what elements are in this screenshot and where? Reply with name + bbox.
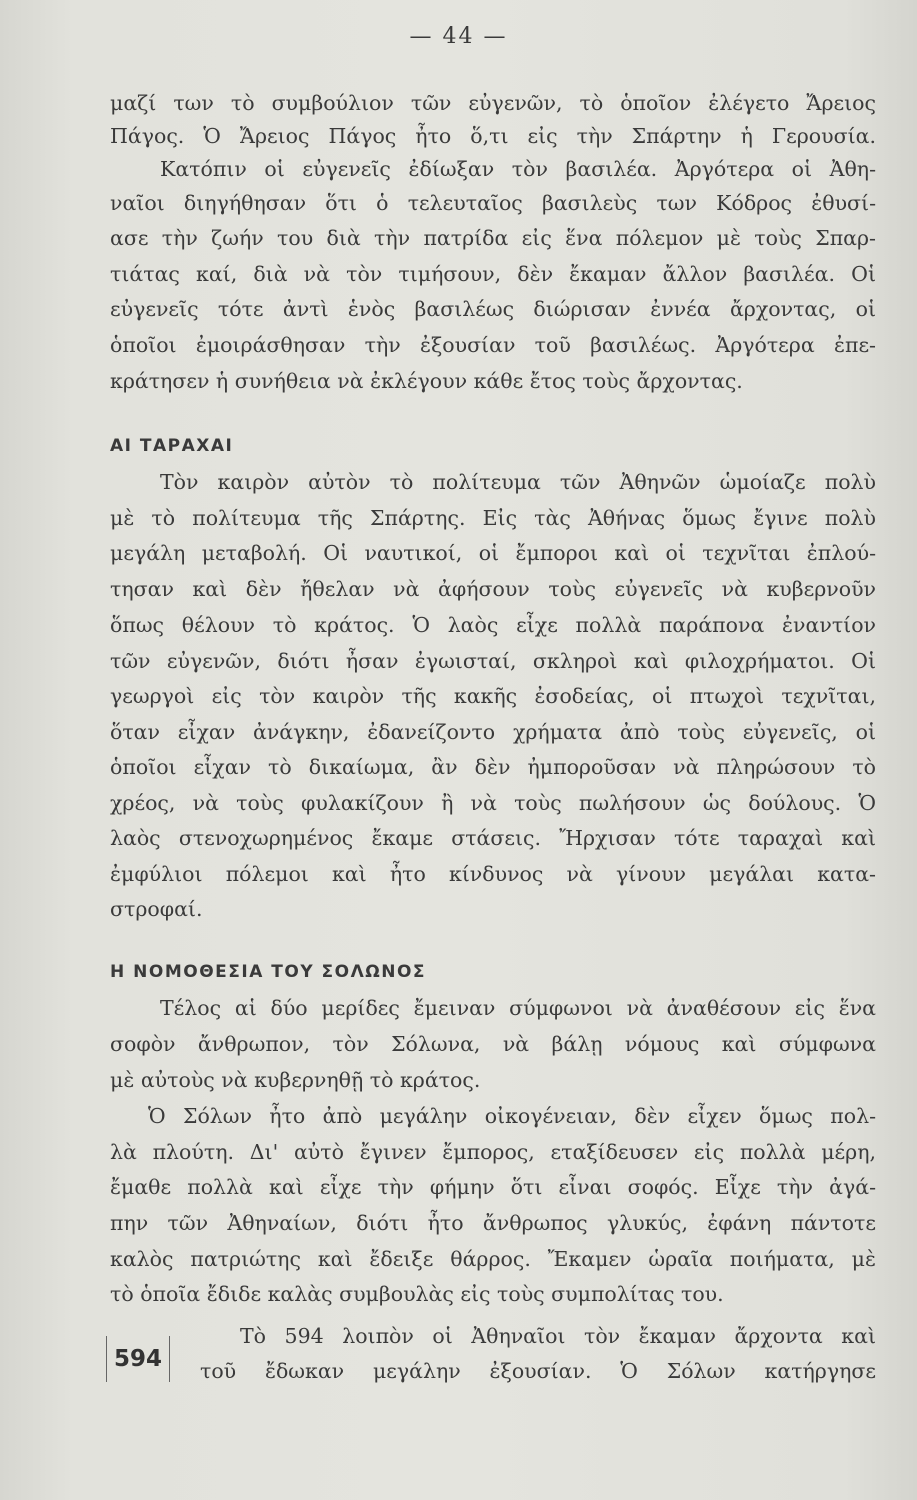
text-line: πην τῶν Ἀθηναίων, διότι ἦτο ἄνθρωπος γλυκύς, ἐφάνη πάντοτε	[110, 1211, 876, 1235]
section-heading-legislation: Η ΝΟΜΟΘΕΣΙΑ ΤΟΥ ΣΟΛΩΝΟΣ	[110, 962, 427, 982]
text-line: κράτησεν ἡ συνήθεια νὰ ἐκλέγουν κάθε ἔτος τοὺς ἄρχοντας.	[110, 369, 743, 393]
text-line: καλὸς πατριώτης καὶ ἔδειξε θάρρος. Ἔκαμεν ὡραῖα ποιήματα, μὲ	[110, 1247, 876, 1271]
text-line: μαζί των τὸ συμβούλιον τῶν εὐγενῶν, τὸ ὁποῖον ἐλέγετο Ἄρειος	[110, 91, 876, 115]
text-line: Τὸν καιρὸν αὐτὸν τὸ πολίτευμα τῶν Ἀθηνῶν ὡμοίαζε πολὺ	[160, 470, 876, 494]
page-number: — 44 —	[409, 24, 508, 49]
text-line: εὐγενεῖς τότε ἀντὶ ἑνὸς βασιλέως διώρισαν ἐννέα ἄρχοντας, οἱ	[110, 297, 876, 321]
text-line: λὰ πλούτη. Δι' αὐτὸ ἔγινεν ἔμπορος, εταξίδευσεν εἰς πολλὰ μέρη,	[110, 1140, 876, 1164]
text-line: τὸ ὁποῖα ἔδιδε καλὰς συμβουλὰς εἰς τοὺς συμπολίτας του.	[110, 1282, 724, 1306]
text-line: ἔμαθε πολλὰ καὶ εἶχε τὴν φήμην ὅτι εἶναι σοφός. Εἶχε τὴν ἀγά-	[110, 1175, 876, 1199]
text-line: Πάγος. Ὁ Ἄρειος Πάγος ἦτο ὅ,τι εἰς τὴν Σπάρτην ἡ Γερουσία.	[110, 124, 876, 148]
text-line: ὅταν εἶχαν ἀνάγκην, ἐδανείζοντο χρήματα ἀπὸ τοὺς εὐγενεῖς, οἱ	[110, 720, 876, 744]
text-line: Ὁ Σόλων ἦτο ἀπὸ μεγάλην οἰκογένειαν, δὲν εἶχεν ὅμως πολ-	[148, 1104, 876, 1128]
text-line: Τέλος αἱ δύο μερίδες ἔμειναν σύμφωνοι νὰ ἀναθέσουν εἰς ἕνα	[160, 996, 876, 1020]
text-line: τῶν εὐγενῶν, διότι ἦσαν ἐγωισταί, σκληροὶ καὶ φιλοχρήματοι. Οἱ	[110, 649, 876, 673]
text-line: ναῖοι διηγήθησαν ὅτι ὁ τελευταῖος βασιλεὺς των Κόδρος ἐθυσί-	[110, 191, 876, 215]
text-line: τησαν καὶ δὲν ἤθελαν νὰ ἀφήσουν τοὺς εὐγενεῖς νὰ κυβερνοῦν	[110, 577, 876, 601]
text-line: στροφαί.	[110, 897, 203, 921]
text-line: ἐμφύλιοι πόλεμοι καὶ ἦτο κίνδυνος νὰ γίνουν μεγάλαι κατα-	[110, 862, 876, 886]
text-line: λαὸς στενοχωρημένος ἔκαμε στάσεις. Ἤρχισαν τότε ταραχαὶ καὶ	[110, 826, 876, 850]
text-line: Κατόπιν οἱ εὐγενεῖς ἐδίωξαν τὸν βασιλέα. Ἀργότερα οἱ Ἀθη-	[160, 157, 876, 181]
text-line: τιάτας καί, διὰ νὰ τὸν τιμήσουν, δὲν ἔκαμαν ἄλλον βασιλέα. Οἱ	[110, 262, 876, 286]
text-line: γεωργοὶ εἰς τὸν καιρὸν τῆς κακῆς ἐσοδείας, οἱ πτωχοὶ τεχνῖται,	[110, 684, 876, 708]
text-line: μὲ αὐτοὺς νὰ κυβερνηθῇ τὸ κράτος.	[110, 1068, 481, 1092]
text-line: ὁποῖοι εἶχαν τὸ δικαίωμα, ἂν δὲν ἠμποροῦσαν νὰ πληρώσουν τὸ	[110, 755, 876, 779]
text-line: μεγάλη μεταβολή. Οἱ ναυτικοί, οἱ ἔμποροι καὶ οἱ τεχνῖται ἐπλού-	[110, 541, 876, 565]
text-line: Τὸ 594 λοιπὸν οἱ Ἀθηναῖοι τὸν ἔκαμαν ἄρχοντα καὶ	[240, 1324, 876, 1348]
section-heading-riots: ΑΙ ΤΑΡΑΧΑΙ	[110, 436, 234, 456]
text-line: ὅπως θέλουν τὸ κράτος. Ὁ λαὸς εἶχε πολλὰ παράπονα ἐναντίον	[110, 613, 876, 637]
text-line: ὁποῖοι ἐμοιράσθησαν τὴν ἐξουσίαν τοῦ βασιλέως. Ἀργότερα ἐπε-	[110, 333, 876, 357]
text-line: ασε τὴν ζωήν του διὰ τὴν πατρίδα εἰς ἕνα πόλεμον μὲ τοὺς Σπαρ-	[110, 226, 876, 250]
text-line: σοφὸν ἄνθρωπον, τὸν Σόλωνα, νὰ βάλῃ νόμους καὶ σύμφωνα	[110, 1032, 876, 1056]
text-line: χρέος, νὰ τοὺς φυλακίζουν ἢ νὰ τοὺς πωλήσουν ὡς δούλους. Ὁ	[110, 791, 876, 815]
margin-year-box: 594	[106, 1336, 170, 1382]
text-line: μὲ τὸ πολίτευμα τῆς Σπάρτης. Εἰς τὰς Ἀθήνας ὅμως ἔγινε πολὺ	[110, 506, 876, 530]
text-line: τοῦ ἔδωκαν μεγάλην ἐξουσίαν. Ὁ Σόλων κατήργησε	[200, 1359, 876, 1383]
